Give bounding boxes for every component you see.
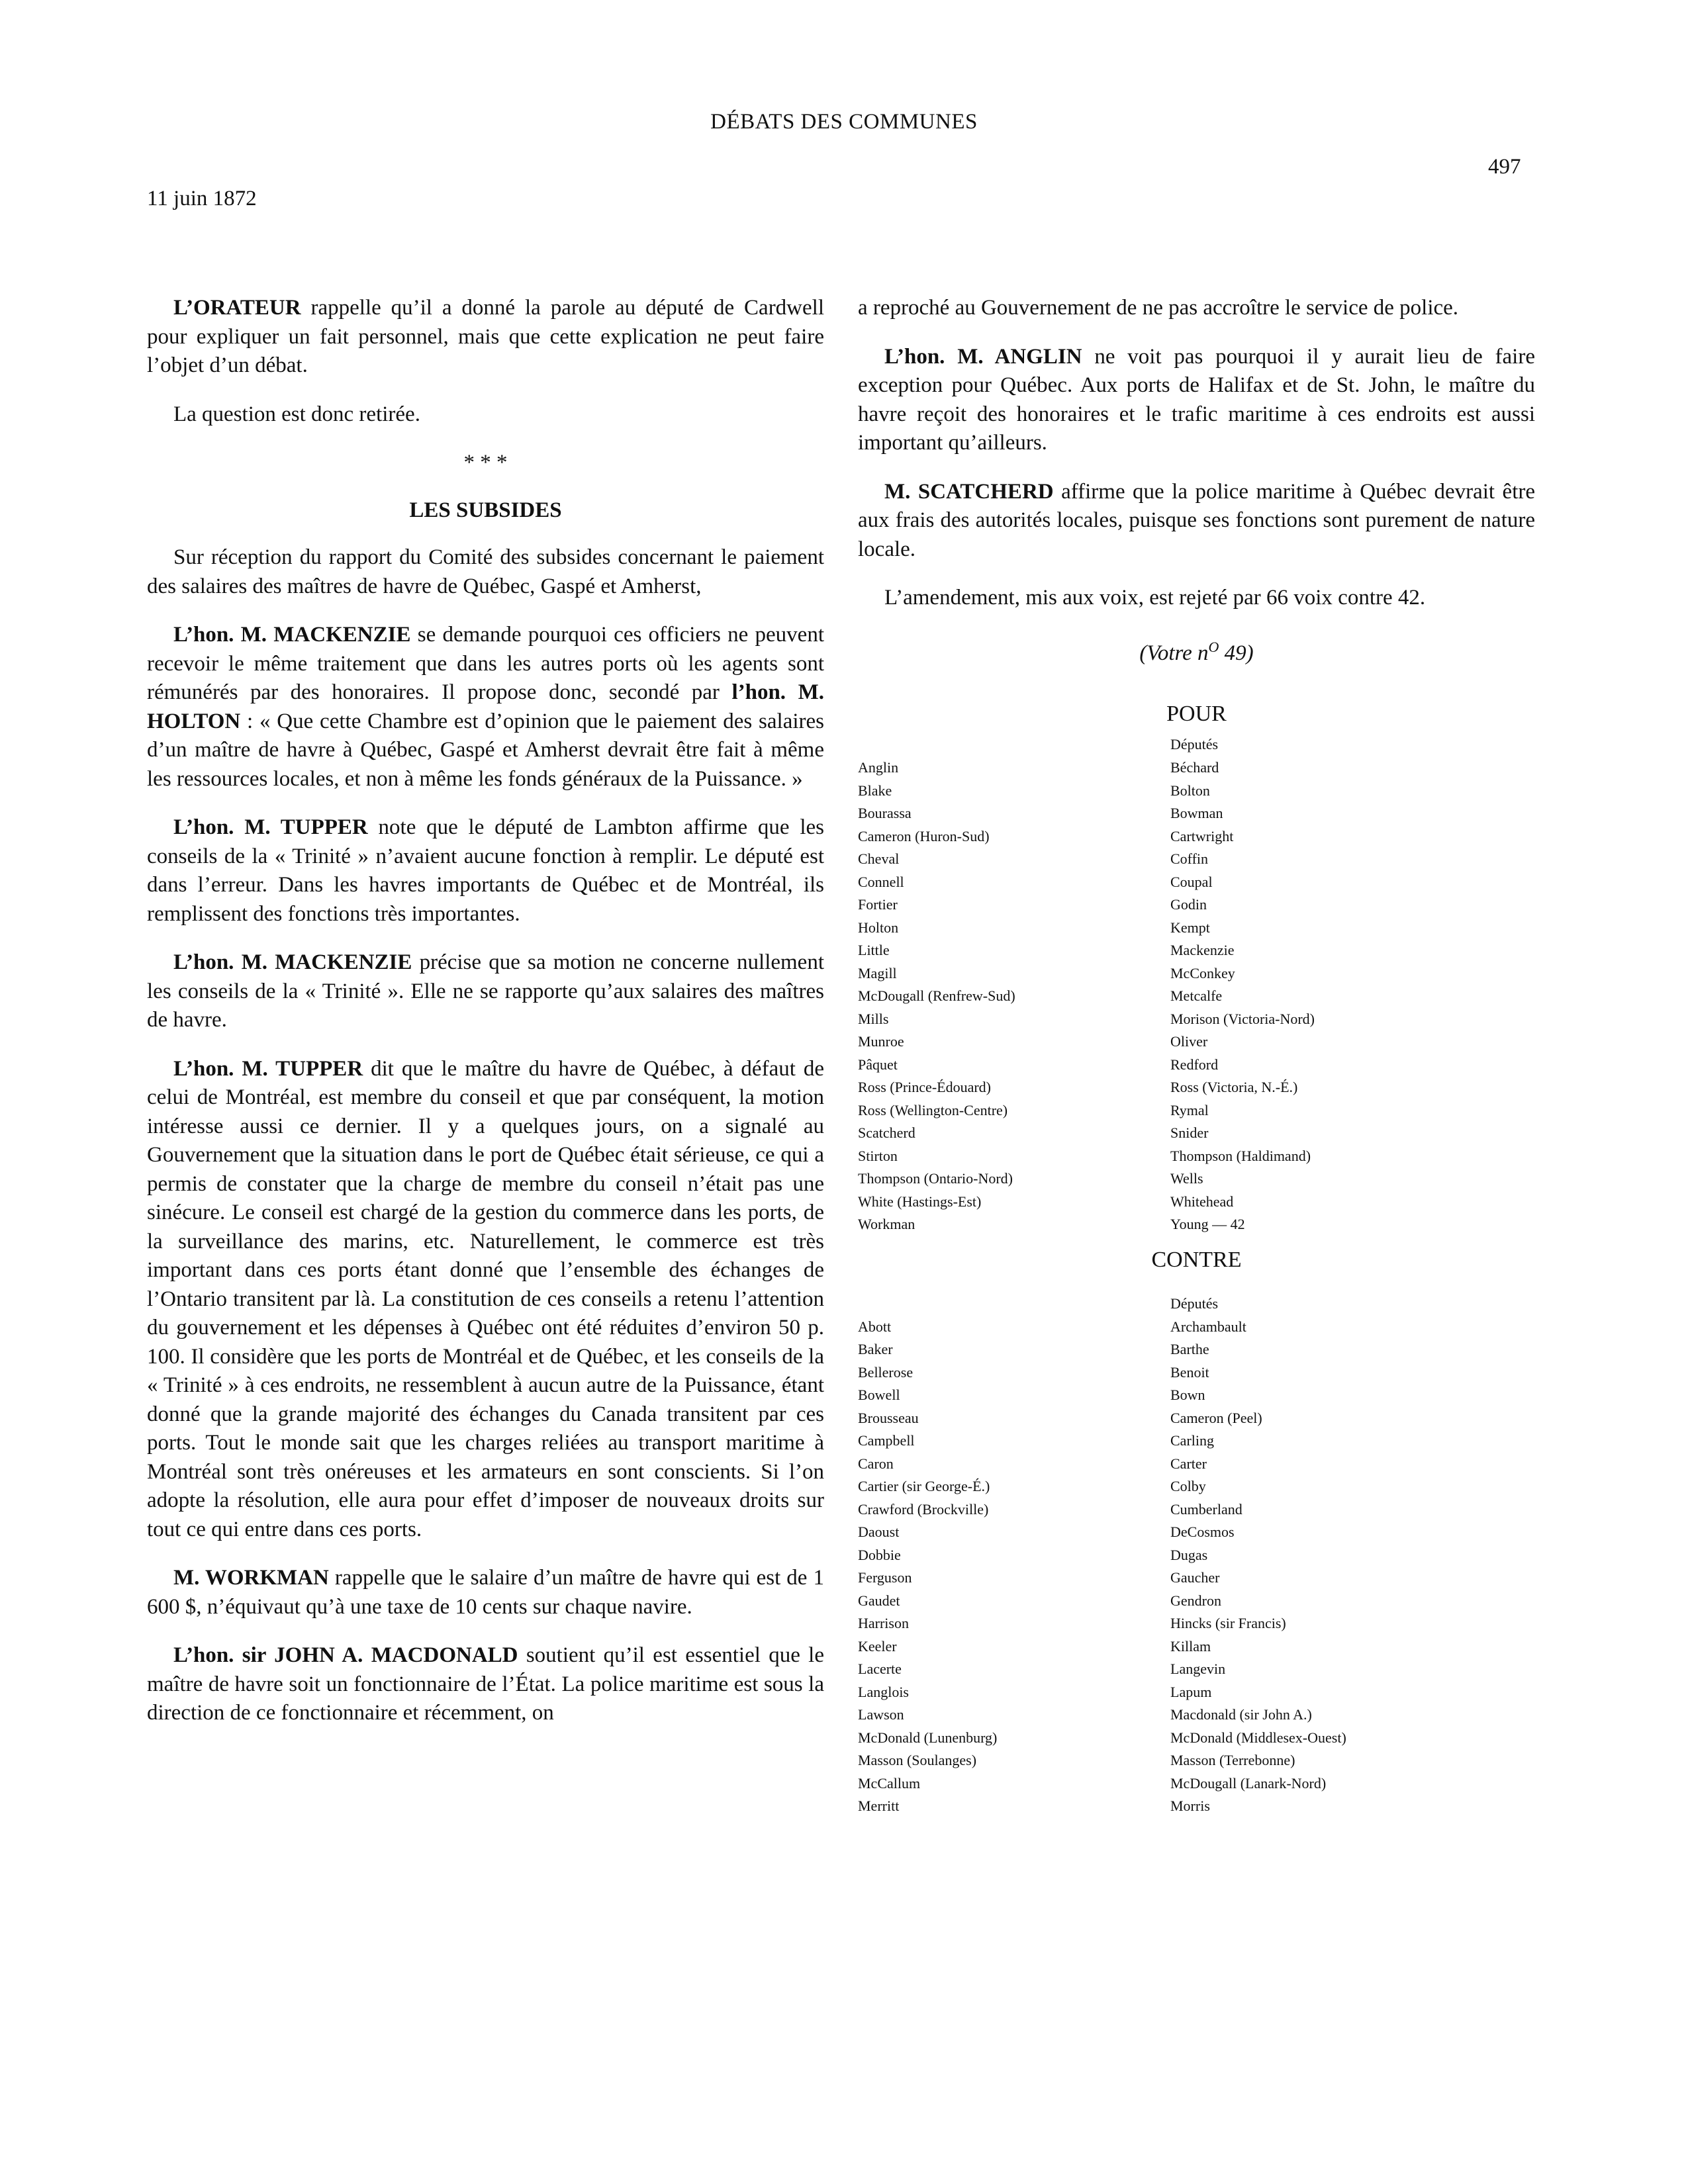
deputy-name: Fortier [858, 896, 898, 913]
deputy-name: Mackenzie [1170, 942, 1235, 958]
deputy-name: Killam [1170, 1637, 1211, 1655]
deputy-name: Cameron (Huron-Sud) [858, 827, 990, 844]
deputy-name: Lacerte [858, 1661, 902, 1677]
deputy-name: Macdonald (sir John A.) [1170, 1706, 1312, 1723]
deputy-name: Mills [858, 1010, 889, 1027]
deputy-name: Baker [858, 1341, 893, 1357]
deputy-name: Bellerose [858, 1363, 914, 1381]
paragraph-amendement-rejete: L’amendement, mis aux voix, est rejeté par 66 voix contre 42. [884, 586, 1426, 610]
deputy-name: Merritt [858, 1797, 900, 1814]
deputy-name: Redford [1170, 1056, 1219, 1073]
paragraph-mackenzie-precise [147, 948, 824, 1035]
section-separator: * * * [463, 451, 508, 475]
deputy-name: Benoit [1170, 1363, 1209, 1381]
deputy-name: Cartier (sir George-É.) [858, 1478, 990, 1494]
paragraph-reception-rapport: Sur réception du rapport du Comité des subsides concernant le paiement des salaires des maîtres de havre de Québec, Gaspé et Amherst, [147, 545, 824, 598]
speaker-name: M. SCATCHERD [884, 479, 1054, 504]
paragraph-text: précise que sa motion ne concerne nullement les conseils de la « Trinité ». Elle ne se rapporte qu’aux salaires des maîtres de havre. [147, 950, 824, 1032]
deputy-name: Bowell [858, 1387, 900, 1403]
paragraph-text: note que le député de Lambton affirme que les conseils de la « Trinité » n’avaient aucune fonction à remplir. Le député est dans l’erreur. Dans les havres importants de Québec et de Montréal, ils remplissent des fonctions très importantes. [147, 815, 824, 926]
vote-ref-superscript: O [1208, 638, 1219, 655]
deputy-name: Pâquet [858, 1056, 898, 1073]
deputy-name: Thompson (Ontario-Nord) [858, 1170, 1013, 1187]
deputy-name: Bowman [1170, 805, 1223, 821]
deputy-name: Wells [1170, 1170, 1203, 1187]
deputy-name: Bourassa [858, 805, 912, 821]
paragraph-question-retiree: La question est donc retirée. [173, 402, 420, 426]
deputy-name: Kempt [1170, 919, 1210, 936]
deputy-name: Daoust [858, 1524, 900, 1540]
paragraph-workman [147, 1564, 824, 1621]
deputy-name: Bolton [1170, 782, 1210, 799]
deputy-name: Abott [858, 1318, 892, 1335]
section-title: LES SUBSIDES [409, 498, 562, 522]
deputy-name: Lawson [858, 1706, 904, 1723]
deputy-name: Cartwright [1170, 827, 1234, 844]
deputy-name: Metcalfe [1170, 987, 1223, 1004]
paragraph-text: soutient qu’il est essentiel que le maître de havre soit un fonctionnaire de l’État. La police maritime est sous la direction de ce fonctionnaire et récemment, on [147, 1643, 824, 1725]
deputy-name: Masson (Soulanges) [858, 1752, 977, 1768]
deputy-name: Gendron [1170, 1592, 1221, 1609]
deputy-name: Ferguson [858, 1569, 912, 1586]
paragraph-scatcherd [858, 478, 1535, 565]
deputy-name: Caron [858, 1455, 894, 1472]
pour-heading: POUR [1166, 702, 1227, 726]
deputy-name: Bown [1170, 1387, 1205, 1403]
paragraph-text: rappelle qu’il a donné la parole au député de Cardwell pour expliquer un fait personnel, mais que cette explication ne peut faire l’objet d’un débat. [147, 296, 824, 377]
deputy-name: Snider [1170, 1124, 1209, 1141]
deputy-name: Crawford (Brockville) [858, 1500, 989, 1518]
paragraph-tupper-note [147, 813, 824, 929]
deputy-name: Coffin [1170, 850, 1209, 867]
deputy-name: Gaudet [858, 1592, 900, 1609]
speaker-name: L’hon. M. MACKENZIE [173, 623, 411, 647]
sitting-date: 11 juin 1872 [147, 187, 257, 210]
pour-deputes-label: Députés [1170, 736, 1219, 752]
paragraph-text: rappelle que le salaire d’un maître de havre qui est de 1 600 $, n’équivaut qu’à une taxe de 10 cents sur chaque navire. [147, 1566, 824, 1619]
paragraph-text: affirme que la police maritime à Québec devrait être aux frais des autorités locales, puisque ses fonctions sont purement de nature locale. [858, 479, 1535, 561]
deputy-name: Ross (Prince-Édouard) [858, 1079, 992, 1095]
paragraph-tupper-dit [147, 1055, 824, 1545]
deputy-name: Brousseau [858, 1409, 919, 1426]
deputy-name: Coupal [1170, 873, 1213, 890]
deputy-name: DeCosmos [1170, 1524, 1235, 1540]
contre-names-list [858, 1316, 1535, 1818]
deputy-name: Dobbie [858, 1546, 901, 1563]
paragraph-text: : « Que cette Chambre est d’opinion que le paiement des salaires d’un maître de havre à Québec, Gaspé et Amherst devrait être fait à même les ressources locales, et non à même les fonds généraux de la Puissance. » [147, 709, 824, 791]
pour-names-list [858, 756, 1535, 1236]
paragraph-text: dit que le maître du havre de Québec, à défaut de celui de Montréal, est membre du conseil et que par conséquent, la motion intéresse aussi ce dernier. Il y a quelques jours, on a signalé au Gouvernement que la situation dans le port de Québec était sérieuse, ce qui a permis de constater que la charge de membre du conseil n’était pas une sinécure. Le conseil est chargé de la gestion du commerce dans les ports, de la surveillance des marins, etc. Naturellement, le commerce est très important dans ces ports étant donné que l’ensemble des échanges de l’Ontario transitent par là. La constitution de ces conseils a retenu l’attention du gouvernement et les dépenses à Québec ont été réduites d’environ 50 p. 100. Il considère que les ports de Montréal et de Québec, et les conseils de la « Trinité » à ces endroits, ne ressemblent à aucun autre de la Puissance, étant donné que la grande majorité des échanges du Canada transitent par ces ports. Tout le monde sait que les charges reliées au transport maritime à Montréal sont très onéreuses et les armateurs en sont conscients. Si l’on adopte la résolution, elle aura pour effet d’imposer de nouveaux droits sur tout ce qui entre dans ces ports. [147, 1056, 824, 1541]
deputy-name: Morris [1170, 1797, 1210, 1814]
speaker-name: L’hon. M. TUPPER [173, 815, 368, 839]
deputy-name: Little [858, 942, 890, 958]
deputy-name: Scatcherd [858, 1124, 915, 1141]
deputy-name: Cumberland [1170, 1500, 1243, 1518]
deputy-name: Lapum [1170, 1683, 1212, 1700]
deputy-name: Stirton [858, 1147, 898, 1164]
running-header: DÉBATS DES COMMUNES [710, 110, 978, 134]
speaker-name: L’ORATEUR [173, 296, 301, 320]
deputy-name: Langevin [1170, 1661, 1226, 1677]
deputy-name: Whitehead [1170, 1193, 1234, 1210]
deputy-name: Cheval [858, 850, 900, 867]
deputy-name: Masson (Terrebonne) [1170, 1752, 1295, 1768]
pour-vote-block [858, 700, 1535, 1236]
seconder-name: l’hon. M. HOLTON [147, 680, 824, 733]
deputy-name: Ross (Wellington-Centre) [858, 1101, 1008, 1118]
speaker-name: L’hon. sir JOHN A. MACDONALD [173, 1643, 518, 1667]
deputy-name: Ross (Victoria, N.-É.) [1170, 1079, 1298, 1095]
paragraph-macdonald [147, 1641, 824, 1728]
deputy-name: Blake [858, 782, 892, 799]
deputy-name: Harrison [858, 1615, 909, 1631]
deputy-name: Young — 42 [1170, 1216, 1245, 1232]
contre-deputes-label: Députés [1170, 1295, 1219, 1312]
speaker-name: L’hon. M. MACKENZIE [173, 950, 412, 974]
deputy-name: Hincks (sir Francis) [1170, 1615, 1286, 1631]
paragraph-text: ne voit pas pourquoi il y aurait lieu de faire exception pour Québec. Aux ports de Halifax et de St. John, le maître du havre reçoit des honoraires et le trafic maritime à ces endroits est aussi important qu’ailleurs. [858, 344, 1535, 455]
deputy-name: Gaucher [1170, 1569, 1220, 1586]
page-number: 497 [1488, 155, 1521, 179]
deputy-name: Munroe [858, 1033, 904, 1050]
deputy-name: Cameron (Peel) [1170, 1409, 1262, 1426]
deputy-name: Thompson (Haldimand) [1170, 1147, 1311, 1164]
deputy-name: Magill [858, 964, 897, 981]
deputy-name: Archambault [1170, 1318, 1246, 1335]
contre-vote-block [858, 1246, 1535, 1818]
deputy-name: Workman [858, 1216, 915, 1232]
speaker-name: L’hon. M. TUPPER [173, 1056, 363, 1081]
right-column [858, 294, 1535, 1818]
deputy-name: McConkey [1170, 964, 1235, 981]
deputy-name: Oliver [1170, 1033, 1208, 1050]
deputy-name: Morison (Victoria-Nord) [1170, 1010, 1315, 1027]
deputy-name: Carter [1170, 1455, 1207, 1472]
deputy-name: McDonald (Lunenburg) [858, 1729, 998, 1746]
deputy-name: Barthe [1170, 1341, 1209, 1357]
deputy-name: McDougall (Lanark-Nord) [1170, 1774, 1327, 1792]
paragraph-orateur [147, 294, 824, 381]
deputy-name: Dugas [1170, 1546, 1208, 1563]
deputy-name: Anglin [858, 759, 899, 776]
left-column [147, 294, 824, 1748]
speaker-name: M. WORKMAN [173, 1566, 329, 1590]
deputy-name: Béchard [1170, 759, 1219, 776]
deputy-name: McDonald (Middlesex-Ouest) [1170, 1729, 1346, 1746]
deputy-name: White (Hastings-Est) [858, 1193, 982, 1210]
deputy-name: Holton [858, 919, 899, 936]
speaker-name: L’hon. M. ANGLIN [884, 344, 1082, 369]
paragraph-anglin [858, 343, 1535, 458]
deputy-name: Rymal [1170, 1101, 1209, 1118]
paragraph-mackenzie-motion [147, 621, 824, 794]
deputy-name: Colby [1170, 1478, 1206, 1494]
deputy-name: Carling [1170, 1432, 1214, 1449]
deputy-name: Campbell [858, 1432, 915, 1449]
vote-reference: (Votre $n^O$ 49) [1139, 638, 1254, 665]
deputy-name: Godin [1170, 896, 1207, 913]
deputy-name: McCallum [858, 1774, 921, 1792]
deputy-name: Langlois [858, 1683, 909, 1700]
deputy-name: Keeler [858, 1637, 897, 1655]
deputy-name: Connell [858, 873, 904, 890]
paragraph-text: se demande pourquoi ces officiers ne peuvent recevoir le même traitement que dans les autres ports où les agents sont rémunérés par des honoraires. Il propose donc, secondé par [147, 623, 824, 704]
contre-heading: CONTRE [1151, 1247, 1242, 1272]
paragraph-continuation: a reproché au Gouvernement de ne pas accroître le service de police. [858, 296, 1459, 320]
deputy-name: McDougall (Renfrew-Sud) [858, 987, 1015, 1004]
